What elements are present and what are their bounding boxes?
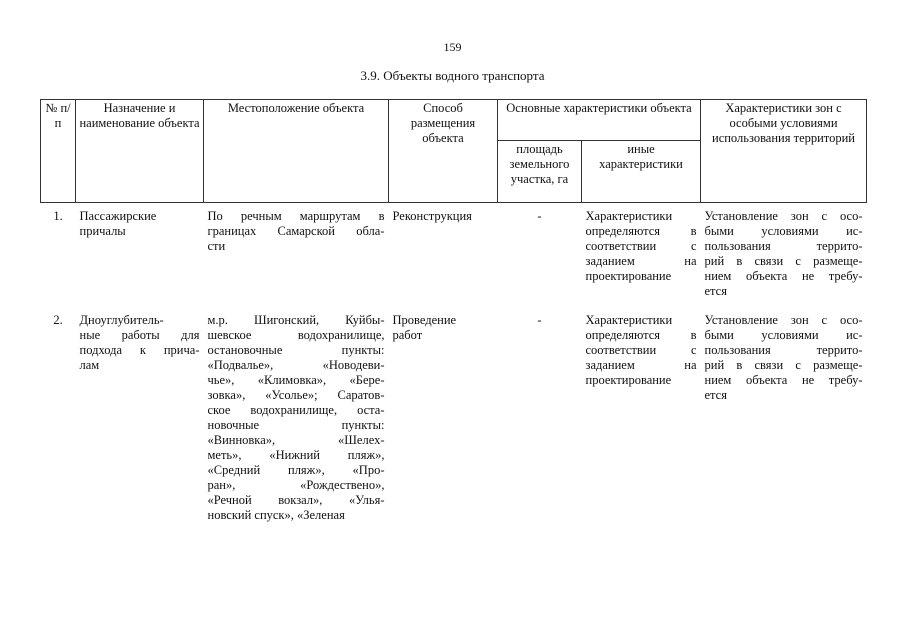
cell-line: пользования террито- (704, 239, 863, 253)
cell-line: Пассажирские (79, 209, 157, 223)
cell-line: «Винновка», «Шелех- (207, 433, 385, 447)
cell-line: Характеристики (585, 209, 673, 223)
header-method: Способ размещения объекта (389, 100, 498, 203)
cell-line: заданием на (585, 254, 697, 268)
cell-line: сти (207, 239, 226, 253)
table-body (41, 203, 867, 524)
cell-method (389, 299, 498, 523)
cell-line: остановочные пункты: (207, 343, 385, 357)
cell-line: м.р. Шигонский, Куйбы- (207, 313, 385, 327)
cell-line: определяются в (585, 328, 697, 342)
header-zones: Характеристики зон с особыми условиями использования территорий (701, 100, 867, 203)
cell-line: ется (704, 284, 727, 298)
cell-line: Установление зон с осо- (704, 209, 863, 223)
header-other: иные характеристики (582, 141, 701, 203)
cell-line: шевское водохранилище, (207, 328, 385, 342)
header-main-characteristics: Основные характеристики объекта (498, 100, 701, 141)
cell-line: подхода к прича- (79, 343, 200, 357)
cell-line: По речным маршрутам в (207, 209, 385, 223)
cell-line: рий в связи с размеще- (704, 254, 863, 268)
cell-location (204, 299, 389, 523)
cell-line: причалы (79, 224, 126, 238)
cell-line: Проведение (392, 313, 457, 327)
cell-line: рий в связи с размеще- (704, 358, 863, 372)
cell-line: Дноуглубитель- (79, 313, 164, 327)
cell-line: меть», «Нижний пляж», (207, 448, 385, 462)
cell-num: 1. (53, 209, 63, 223)
cell-other (582, 299, 701, 523)
cell-line: Установление зон с осо- (704, 313, 863, 327)
cell-line: нием объекта не требу- (704, 373, 863, 387)
section-title: 3.9. Объекты водного транспорта (360, 68, 545, 83)
cell-line: Характеристики (585, 313, 673, 327)
header-area: площадь земельного участка, га (498, 141, 582, 203)
cell-area: - (537, 209, 542, 223)
cell-line: нием объекта не требу- (704, 269, 863, 283)
cell-line: новский спуск», «Зеленая (207, 508, 345, 522)
cell-purpose (76, 203, 204, 300)
table-row (41, 203, 867, 300)
cell-line: определяются в (585, 224, 697, 238)
cell-line: «Подвалье», «Новодеви- (207, 358, 385, 372)
cell-line: «Средний пляж», «Про- (207, 463, 385, 477)
cell-line: Реконструкция (392, 209, 472, 223)
cell-line: соответствии с (585, 239, 697, 253)
header-location: Местоположение объекта (204, 100, 389, 203)
cell-line: быми условиями ис- (704, 224, 863, 238)
header-num: № п/п (41, 100, 76, 203)
cell-num: 2. (53, 313, 63, 327)
cell-line: работ (392, 328, 423, 342)
cell-line: лам (79, 358, 100, 372)
header-purpose: Назначение и наименование объекта (76, 100, 204, 203)
cell-line: зовка», «Усолье»; Саратов- (207, 388, 385, 402)
cell-line: проектирование (585, 269, 672, 283)
cell-line: ран», «Рождествено», (207, 478, 385, 492)
cell-line: новочные пункты: (207, 418, 385, 432)
cell-area: - (537, 313, 542, 327)
water-transport-table (40, 99, 867, 523)
cell-line: заданием на (585, 358, 697, 372)
table-header (41, 100, 867, 203)
cell-line: ные работы для (79, 328, 200, 342)
cell-line: пользования террито- (704, 343, 863, 357)
cell-line: границах Самарской обла- (207, 224, 385, 238)
cell-line: ется (704, 388, 727, 402)
cell-location (204, 203, 389, 300)
cell-zones (701, 203, 867, 300)
cell-zones (701, 299, 867, 523)
cell-line: чье», «Климовка», «Бере- (207, 373, 385, 387)
table-row (41, 299, 867, 523)
cell-line: ское водохранилище, оста- (207, 403, 385, 417)
cell-line: проектирование (585, 373, 672, 387)
cell-line: быми условиями ис- (704, 328, 863, 342)
cell-other (582, 203, 701, 300)
page-number: 159 (443, 40, 462, 54)
cell-method (389, 203, 498, 300)
cell-line: «Речной вокзал», «Улья- (207, 493, 385, 507)
cell-line: соответствии с (585, 343, 697, 357)
cell-purpose (76, 299, 204, 523)
